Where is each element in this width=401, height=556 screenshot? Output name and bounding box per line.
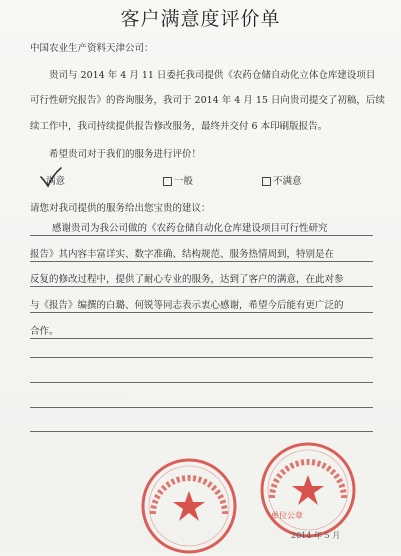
answer-rule <box>30 235 373 236</box>
checkbox-icon <box>262 177 271 186</box>
checkbox-icon <box>163 177 172 186</box>
answer-rule <box>30 382 373 383</box>
answer-rule <box>30 431 373 432</box>
document-title: 客户满意度评价单 <box>120 8 281 30</box>
handwritten-line: 与《报告》编撰的白璐、何锐等同志表示衷心感谢，希望今后能有更广泛的 <box>30 300 344 311</box>
handwritten-line: 感谢贵司为我公司做的《农药仓储自动化仓库建设项目可行性研究 <box>52 223 328 234</box>
paragraph1-line1: 贵司与 2014 年 4 月 11 日委托我司提供《农药仓储自动化立体仓库建设项目 <box>49 70 376 81</box>
option-unsatisfied[interactable] <box>262 175 302 188</box>
option-unsatisfied-label: 不满意 <box>273 176 302 187</box>
answer-rule <box>30 357 373 358</box>
option-satisfied-label: 满意 <box>46 176 66 187</box>
company-seal-right <box>258 440 358 540</box>
date: 2014 年 5 月 <box>291 531 341 540</box>
company-seal-left <box>139 456 239 556</box>
stamp-label: 单位公章 <box>271 511 303 520</box>
handwritten-line: 合作。 <box>30 326 59 337</box>
option-average[interactable] <box>163 175 193 188</box>
option-satisfied[interactable] <box>46 175 65 188</box>
answer-rule <box>30 407 373 408</box>
paragraph1-line3: 续工作中，我司持续提供报告修改服务，最终并交付 6 本印刷版报告。 <box>30 121 328 132</box>
paragraph2: 希望贵司对于我们的服务进行评价！ <box>49 149 202 160</box>
option-average-label: 一般 <box>174 176 194 187</box>
answer-rule <box>30 261 373 262</box>
paragraph1-line2: 可行性研究报告》的咨询服务，我司于 2014 年 4 月 15 日向贵司提交了初稿，后续 <box>30 95 385 106</box>
suggestion-prompt: 请您对我司提供的服务给出您宝贵的建议： <box>30 203 211 214</box>
answer-rule <box>30 312 373 313</box>
answer-rule <box>30 286 373 287</box>
addressee: 中国农业生产资料天津公司： <box>30 43 154 54</box>
handwritten-line: 报告》其内容丰富详实、数字准确、结构规范、服务热情周到，特别是在 <box>30 249 335 260</box>
answer-rule <box>30 338 373 339</box>
handwritten-line: 反复的修改过程中，提供了耐心专业的服务，达到了客户的满意，在此对参 <box>30 274 344 285</box>
